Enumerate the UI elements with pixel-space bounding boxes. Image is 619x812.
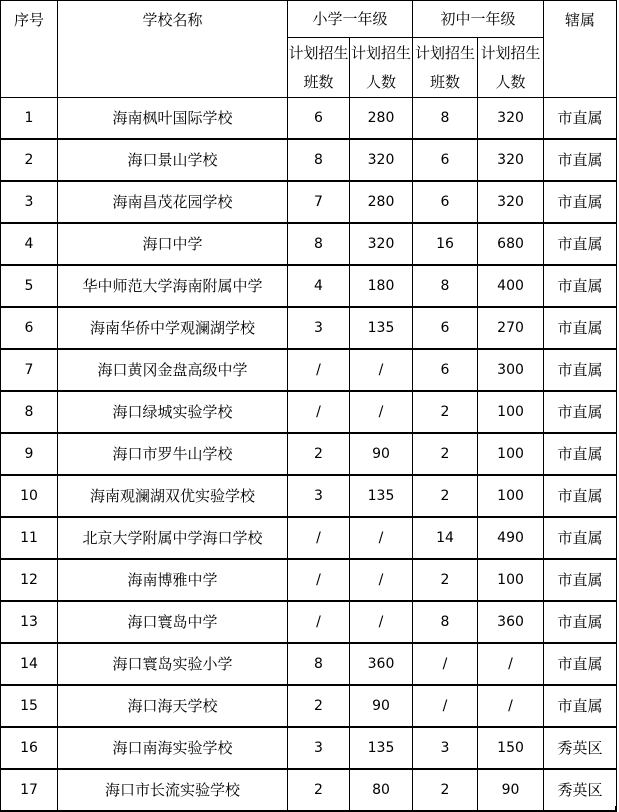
middle-classes-cell: 8: [413, 98, 478, 140]
middle-classes-cell: /: [413, 685, 478, 727]
district-cell: 市直属: [544, 559, 617, 601]
primary-classes-cell: 2: [288, 433, 350, 475]
primary-classes-cell: 8: [288, 139, 350, 181]
school-name-cell: 北京大学附属中学海口学校: [58, 517, 288, 559]
primary-students-cell: /: [350, 559, 413, 601]
district-cell: 秀英区: [544, 769, 617, 811]
district-cell: 市直属: [544, 643, 617, 685]
row-no-cell: 3: [1, 181, 58, 223]
row-no-cell: 5: [1, 265, 58, 307]
primary-classes-cell: 8: [288, 643, 350, 685]
middle-students-cell: 320: [478, 139, 544, 181]
header-primary-classes: 计划招生班数: [288, 38, 350, 98]
middle-students-cell: 150: [478, 727, 544, 769]
table-body: [1, 98, 617, 812]
primary-classes-cell: 2: [288, 769, 350, 811]
row-no-cell: 8: [1, 391, 58, 433]
school-name-cell: 海南观澜湖双优实验学校: [58, 475, 288, 517]
district-cell: 市直属: [544, 98, 617, 140]
header-middle-students: 计划招生人数: [478, 38, 544, 98]
middle-classes-cell: 14: [413, 517, 478, 559]
header-middle-classes: 计划招生班数: [413, 38, 478, 98]
school-name-cell: 海南昌茂花园学校: [58, 181, 288, 223]
primary-classes-cell: 4: [288, 265, 350, 307]
primary-students-cell: 280: [350, 98, 413, 140]
school-name-cell: 海南枫叶国际学校: [58, 98, 288, 140]
primary-classes-cell: 2: [288, 685, 350, 727]
table-row: [1, 475, 617, 517]
district-cell: 市直属: [544, 433, 617, 475]
primary-classes-cell: 3: [288, 475, 350, 517]
primary-students-cell: 135: [350, 727, 413, 769]
row-no-cell: 6: [1, 307, 58, 349]
school-name-cell: 海南博雅中学: [58, 559, 288, 601]
primary-classes-cell: /: [288, 349, 350, 391]
row-no-cell: 4: [1, 223, 58, 265]
row-no-cell: 1: [1, 98, 58, 140]
row-no-cell: 9: [1, 433, 58, 475]
table-row: [1, 727, 617, 769]
school-name-cell: 海口寰岛中学: [58, 601, 288, 643]
primary-classes-cell: 3: [288, 307, 350, 349]
table-row: [1, 601, 617, 643]
header-row-top: [1, 1, 617, 38]
district-cell: 秀英区: [544, 727, 617, 769]
primary-classes-cell: 8: [288, 223, 350, 265]
row-no-cell: 15: [1, 685, 58, 727]
middle-classes-cell: 8: [413, 601, 478, 643]
primary-classes-cell: 7: [288, 181, 350, 223]
middle-classes-cell: 3: [413, 727, 478, 769]
middle-students-cell: 270: [478, 307, 544, 349]
table-row: [1, 265, 617, 307]
district-cell: 市直属: [544, 517, 617, 559]
middle-students-cell: 100: [478, 433, 544, 475]
primary-classes-cell: 6: [288, 98, 350, 140]
middle-classes-cell: 2: [413, 769, 478, 811]
middle-students-cell: 300: [478, 349, 544, 391]
primary-students-cell: 135: [350, 307, 413, 349]
table-row: [1, 643, 617, 685]
primary-classes-cell: /: [288, 517, 350, 559]
table-row: [1, 307, 617, 349]
school-name-cell: 海口中学: [58, 223, 288, 265]
primary-students-cell: 320: [350, 223, 413, 265]
middle-classes-cell: 2: [413, 475, 478, 517]
district-cell: 市直属: [544, 685, 617, 727]
middle-classes-cell: 6: [413, 349, 478, 391]
school-name-cell: 海口绿城实验学校: [58, 391, 288, 433]
row-no-cell: 14: [1, 643, 58, 685]
table-row: [1, 139, 617, 181]
middle-classes-cell: /: [413, 643, 478, 685]
middle-classes-cell: 6: [413, 181, 478, 223]
middle-students-cell: 100: [478, 391, 544, 433]
table-row: [1, 223, 617, 265]
primary-students-cell: /: [350, 349, 413, 391]
school-name-cell: 海口市长流实验学校: [58, 769, 288, 811]
school-name-cell: 海口黄冈金盘高级中学: [58, 349, 288, 391]
primary-classes-cell: /: [288, 601, 350, 643]
middle-students-cell: 90: [478, 769, 544, 811]
school-name-cell: 海口景山学校: [58, 139, 288, 181]
primary-students-cell: 90: [350, 433, 413, 475]
school-name-cell: 华中师范大学海南附属中学: [58, 265, 288, 307]
header-no: 序号: [1, 1, 58, 98]
middle-students-cell: 400: [478, 265, 544, 307]
table-row: [1, 685, 617, 727]
district-cell: 市直属: [544, 181, 617, 223]
primary-students-cell: 135: [350, 475, 413, 517]
row-no-cell: 11: [1, 517, 58, 559]
district-cell: 市直属: [544, 265, 617, 307]
header-primary-students: 计划招生人数: [350, 38, 413, 98]
primary-students-cell: 280: [350, 181, 413, 223]
primary-classes-cell: 3: [288, 727, 350, 769]
row-no-cell: 13: [1, 601, 58, 643]
school-name-cell: 海口南海实验学校: [58, 727, 288, 769]
table-row: [1, 391, 617, 433]
header-primary-grade1: 小学一年级: [288, 1, 413, 38]
header-school-name: 学校名称: [58, 1, 288, 98]
primary-students-cell: 80: [350, 769, 413, 811]
middle-students-cell: 320: [478, 98, 544, 140]
middle-students-cell: /: [478, 685, 544, 727]
middle-classes-cell: 6: [413, 139, 478, 181]
middle-students-cell: 100: [478, 475, 544, 517]
district-cell: 市直属: [544, 139, 617, 181]
table-row: [1, 98, 617, 140]
school-name-cell: 海口市罗牛山学校: [58, 433, 288, 475]
middle-classes-cell: 2: [413, 391, 478, 433]
header-district: 辖属: [544, 1, 617, 98]
district-cell: 市直属: [544, 307, 617, 349]
middle-classes-cell: 6: [413, 307, 478, 349]
table-row: [1, 433, 617, 475]
district-cell: 市直属: [544, 223, 617, 265]
row-no-cell: 12: [1, 559, 58, 601]
row-no-cell: 16: [1, 727, 58, 769]
middle-students-cell: 320: [478, 181, 544, 223]
primary-students-cell: 320: [350, 139, 413, 181]
table-row: [1, 517, 617, 559]
row-no-cell: 7: [1, 349, 58, 391]
middle-classes-cell: 16: [413, 223, 478, 265]
middle-classes-cell: 2: [413, 559, 478, 601]
middle-students-cell: /: [478, 643, 544, 685]
row-no-cell: 17: [1, 769, 58, 811]
school-name-cell: 海口海天学校: [58, 685, 288, 727]
table-row: [1, 181, 617, 223]
primary-classes-cell: /: [288, 559, 350, 601]
middle-students-cell: 100: [478, 559, 544, 601]
middle-students-cell: 680: [478, 223, 544, 265]
middle-classes-cell: 8: [413, 265, 478, 307]
primary-students-cell: /: [350, 391, 413, 433]
primary-students-cell: /: [350, 517, 413, 559]
middle-classes-cell: 2: [413, 433, 478, 475]
primary-students-cell: /: [350, 601, 413, 643]
primary-students-cell: 90: [350, 685, 413, 727]
school-name-cell: 海南华侨中学观澜湖学校: [58, 307, 288, 349]
primary-students-cell: 360: [350, 643, 413, 685]
row-no-cell: 10: [1, 475, 58, 517]
primary-students-cell: 180: [350, 265, 413, 307]
row-no-cell: 2: [1, 139, 58, 181]
table-row: [1, 769, 617, 811]
primary-classes-cell: /: [288, 391, 350, 433]
table-row: [1, 349, 617, 391]
middle-students-cell: 490: [478, 517, 544, 559]
district-cell: 市直属: [544, 391, 617, 433]
table-row: [1, 559, 617, 601]
middle-students-cell: 360: [478, 601, 544, 643]
school-name-cell: 海口寰岛实验小学: [58, 643, 288, 685]
header-middle-grade1: 初中一年级: [413, 1, 544, 38]
table-continuation: [0, 806, 616, 811]
district-cell: 市直属: [544, 475, 617, 517]
district-cell: 市直属: [544, 349, 617, 391]
district-cell: 市直属: [544, 601, 617, 643]
